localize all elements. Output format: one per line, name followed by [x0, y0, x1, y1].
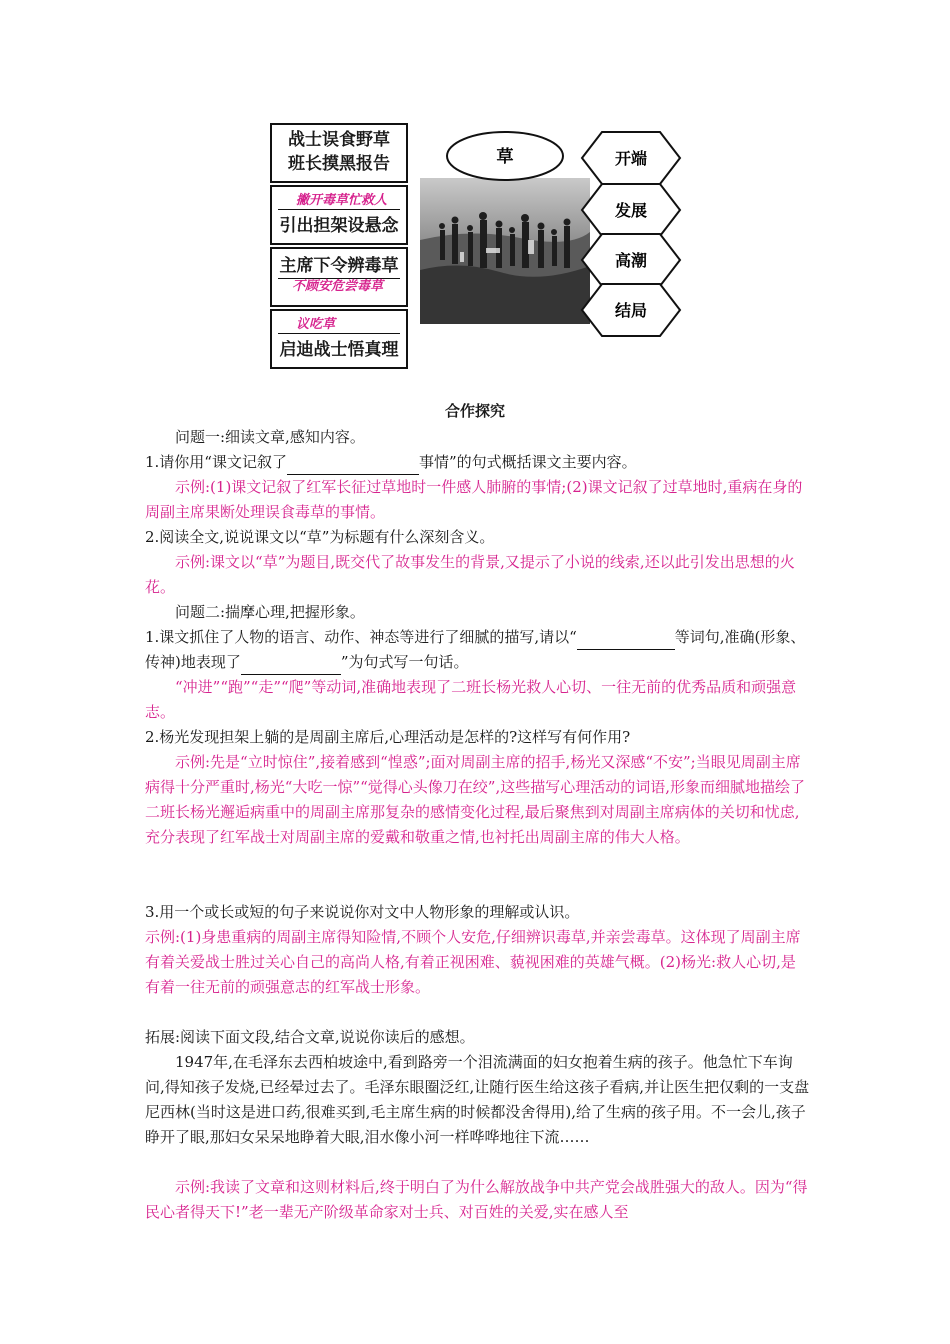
title-ellipse-text: 草: [496, 147, 514, 167]
box4-line: 启迪战士悟真理: [279, 340, 399, 360]
q2-answer1: “冲进”“跑”“走”“爬”等动词,准确地表现了二班长杨光救人心切、一往无前的优秀品质和顽强意志。: [145, 678, 797, 721]
stage-label-ending: 结局: [614, 301, 648, 320]
box4-annotation: 议吃草: [278, 317, 400, 334]
stage-label-climax: 高潮: [614, 251, 648, 270]
q2-heading: 问题二:揣摩心理,把握形象。: [175, 603, 365, 621]
title-ellipse: [447, 132, 563, 180]
soldiers-painting-image: [420, 178, 590, 324]
stage-hexagon-beginning: [582, 132, 680, 184]
q2-item2: 2.杨光发现担架上躺的是周副主席后,心理活动是怎样的?这样写有何作用?: [145, 728, 631, 746]
q1-answer2: 示例:课文以“草”为题目,既交代了故事发生的背景,又提示了小说的线索,还以此引发出思想的火花。: [145, 553, 795, 596]
q1-item1: [145, 450, 810, 475]
box2-annotation: 撇开毒草忙救人: [278, 193, 400, 210]
q2-answer2: 示例:先是“立时惊住”,接着感到“惶惑”;面对周副主席的招手,杨光又深感“不安”;当眼见周副主席病得十分严重时,杨光“大吃一惊”“觉得心头像刀在绞”,这些描写心理活动的词语,形象而细腻地描绘了二班长杨光邂逅病重中的周副主席那复杂的感情变化过程,最后聚焦到对周副主席病体的关切和忧虑,充分表现了红军战士对周副主席的爱戴和敬重之情,也衬托出周副主席的伟大人格。: [145, 753, 805, 846]
plot-box-ending: [270, 309, 408, 369]
q2-item1-blank1: [577, 631, 675, 650]
q2-item1-a: 1.课文抓住了人物的语言、动作、神态等进行了细腻的描写,请以“: [145, 628, 577, 646]
stage-label-development: 发展: [614, 201, 648, 220]
q1-item2: 2.阅读全文,说说课文以“草”为标题有什么深刻含义。: [145, 528, 495, 546]
stage-hexagon-development: [582, 184, 680, 236]
q2-answer3: 示例:(1)身患重病的周副主席得知险情,不顾个人安危,仔细辨识毒草,并亲尝毒草。这体现了周副主席有着关爱战士胜过关心自己的高尚人格,有着正视困难、藐视困难的英雄气概。(2)杨光:救人心切,是有着一往无前的顽强意志的红军战士形象。: [145, 928, 801, 996]
box1-line2: 班长摸黑报告: [288, 154, 390, 174]
box1-line1: 战士误食野草: [288, 130, 390, 150]
q2-item3: 3.用一个或长或短的句子来说说你对文中人物形象的理解或认识。: [145, 903, 580, 921]
ext-answer: 示例:我读了文章和这则材料后,终于明白了为什么解放战争中共产党会战胜强大的敌人。因为“得民心者得天下!”老一辈无产阶级革命家对士兵、对百姓的关爱,实在感人至: [145, 1178, 808, 1221]
q2-item1-blank2: [241, 656, 341, 675]
q1-item1-blank: [287, 456, 419, 475]
plot-structure-diagram: [410, 120, 690, 360]
stage-hexagon-climax: [582, 234, 680, 286]
plot-box-climax: [270, 247, 408, 307]
q2-item1-b: 等词句,准确(形象、传神)地表现了: [145, 628, 806, 671]
plot-box-beginning: [270, 123, 408, 183]
ext-passage: 1947年,在毛泽东去西柏坡途中,看到路旁一个泪流满面的妇女抱着生病的孩子。他急忙下车询问,得知孩子发烧,已经晕过去了。毛泽东眼圈泛红,让随行医生给这孩子看病,并让医生把仅剩的一支盘尼西林(当时这是进口药,很难买到,毛主席生病的时候都没舍得用),给了生病的孩子用。不一会儿,孩子睁开了眼,那妇女呆呆地睁着大眼,泪水像小河一样哗哗地往下流……: [145, 1053, 810, 1146]
q1-item1-pre: 1.请你用“课文记叙了: [145, 453, 287, 471]
q2-item1-c: ”为句式写一句话。: [340, 653, 469, 671]
q1-answer1: 示例:(1)课文记叙了红军长征过草地时一件感人肺腑的事情;(2)课文记叙了过草地时,重病在身的周副主席果断处理误食毒草的事情。: [145, 478, 803, 521]
section-title: 合作探究: [444, 402, 505, 420]
q2-item1: [145, 625, 810, 675]
box3-annotation: 不顾安危尝毒草: [278, 278, 400, 295]
q1-item1-post: 事情”的句式概括课文主要内容。: [418, 453, 637, 471]
box3-line: 主席下令辨毒草: [279, 256, 399, 276]
stage-label-beginning: 开端: [614, 149, 648, 168]
stage-hexagon-ending: [582, 284, 680, 336]
q1-heading: 问题一:细读文章,感知内容。: [175, 428, 365, 446]
plot-box-development: [270, 185, 408, 245]
box2-line: 引出担架设悬念: [279, 216, 399, 236]
ext-heading: 拓展:阅读下面文段,结合文章,说说你读后的感想。: [145, 1028, 475, 1046]
